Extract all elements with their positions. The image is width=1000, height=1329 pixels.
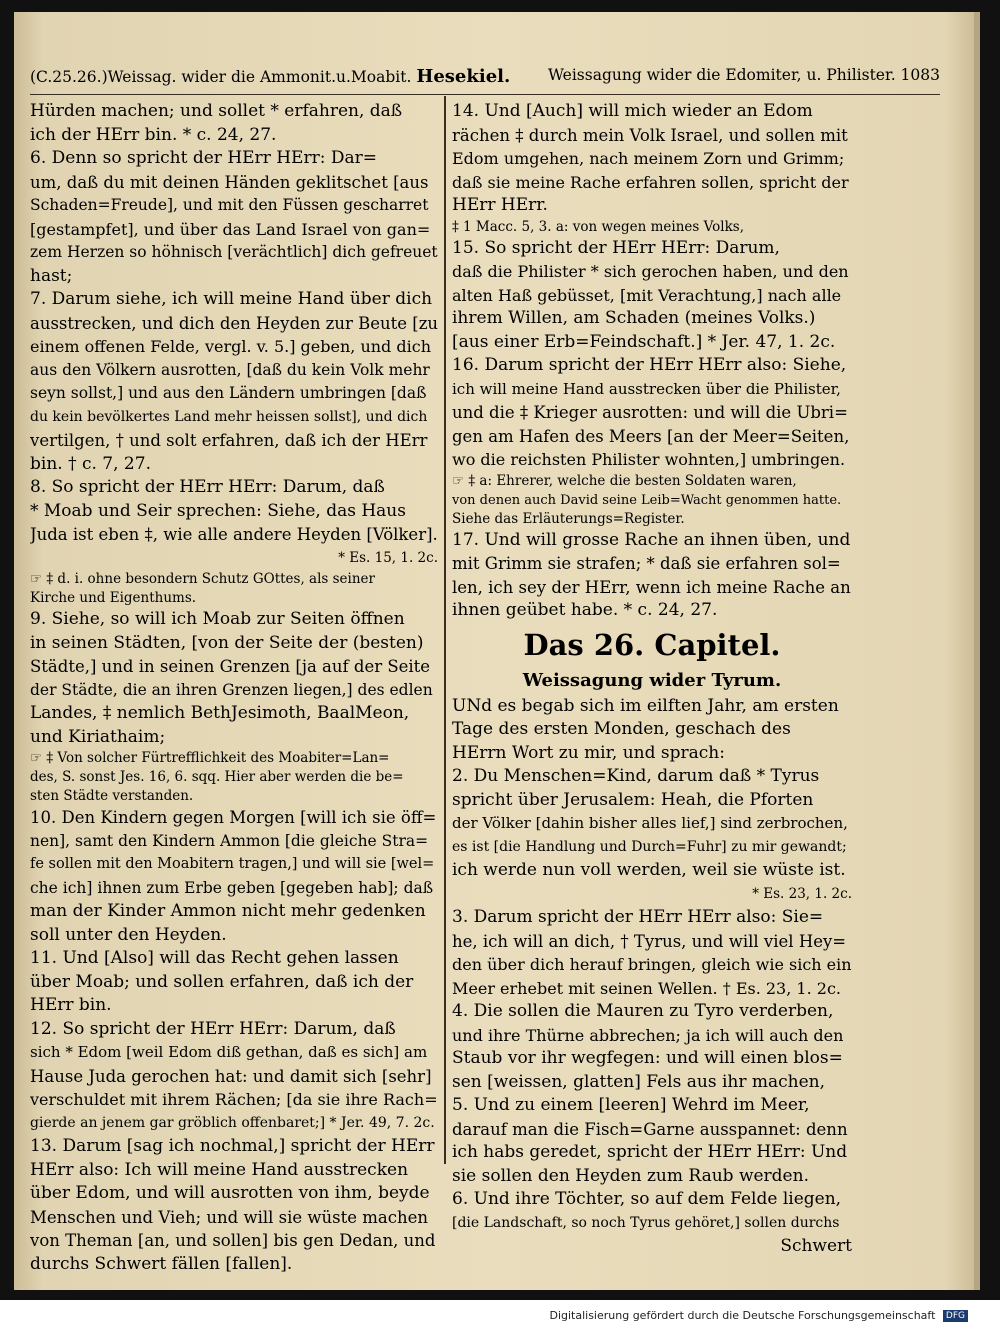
text-line: du kein bevölkertes Land mehr heissen sollst], und dich xyxy=(30,408,428,425)
text-line: che ich] ihnen zum Erbe geben [gegeben hab]; daß xyxy=(30,878,434,897)
text-line: nen], samt den Kindern Ammon [die gleiche Stra= xyxy=(30,831,429,850)
text-line: gen am Hafen des Meers [an der Meer=Seiten, xyxy=(452,426,850,446)
text-line: einem offenen Felde, vergl. v. 5.] geben, und dich xyxy=(30,337,431,356)
book-title: Hesekiel. xyxy=(416,66,511,87)
text-line: 7. Darum siehe, ich will meine Hand über dich xyxy=(30,289,433,309)
text-line: der Völker [dahin bisher alles lief,] sind zerbrochen, xyxy=(452,814,848,832)
text-line: 17. Und will grosse Rache an ihnen üben, und xyxy=(452,529,851,550)
text-line: ‡ 1 Macc. 5, 3. a: von wegen meines Volks, xyxy=(452,218,744,235)
text-line: den über dich herauf bringen, gleich wie sich ein xyxy=(452,955,852,974)
text-line: über Moab; und sollen erfahren, daß ich der xyxy=(30,971,414,992)
text-line: verschuldet mit ihrem Rächen; [da sie ihre Rach= xyxy=(30,1090,438,1109)
credit-text: Digitalisierung gefördert durch die Deutsche Forschungsgemeinschaft xyxy=(549,1309,936,1322)
text-line: UNd es begab sich im eilften Jahr, am ersten xyxy=(452,695,839,716)
text-line: ☞ ‡ d. i. ohne besondern Schutz GOttes, als seiner xyxy=(30,571,375,587)
text-line: 14. Und [Auch] will mich wieder an Edom xyxy=(452,101,813,121)
column-divider xyxy=(444,96,446,1164)
text-line: Das 26. Capitel. xyxy=(523,627,781,662)
text-line: soll unter den Heyden. xyxy=(30,924,227,945)
text-line: es ist [die Handlung und Durch=Fuhr] zu mir gewandt; xyxy=(452,838,847,855)
text-line: ich will meine Hand ausstrecken über die Philister, xyxy=(452,379,841,398)
text-line: 11. Und [Also] will das Recht gehen lassen xyxy=(30,948,399,968)
text-line: man der Kinder Ammon nicht mehr gedenken xyxy=(30,901,426,921)
text-line: 5. Und zu einem [leeren] Wehrd im Meer, xyxy=(452,1095,810,1115)
text-line: 15. So spricht der HErr HErr: Darum, xyxy=(452,237,780,258)
text-line: ihrem Willen, am Schaden (meines Volks.) xyxy=(452,308,816,328)
text-line: durchs Schwert fällen [fallen]. xyxy=(30,1253,293,1274)
text-line: 13. Darum [sag ich nochmal,] spricht der HErr xyxy=(30,1136,435,1156)
text-line: wo die reichsten Philister wohnten,] umbringen. xyxy=(452,450,846,469)
text-line: sen [weissen, glatten] Fels aus ihr machen, xyxy=(452,1071,826,1092)
text-line: 12. So spricht der HErr HErr: Darum, daß xyxy=(30,1018,396,1039)
running-head-left xyxy=(30,66,510,87)
dfg-logo: DFG xyxy=(943,1310,968,1322)
page-edge xyxy=(974,12,980,1290)
text-line: vertilgen, † und solt erfahren, daß ich der HErr xyxy=(30,431,428,450)
text-line: ☞ ‡ a: Ehrerer, welche die besten Soldaten waren, xyxy=(452,472,797,489)
text-line: ☞ ‡ Von solcher Fürtrefflichkeit des Moabiter=Lan= xyxy=(30,750,390,766)
text-line: ihnen geübet habe. * c. 24, 27. xyxy=(452,600,718,620)
text-line: des, S. sonst Jes. 16, 6. sqq. Hier aber werden die be= xyxy=(30,769,404,785)
text-line: sten Städte verstanden. xyxy=(30,788,194,804)
text-line: 8. So spricht der HErr HErr: Darum, daß xyxy=(30,477,385,497)
text-line: aus den Völkern ausrotten, [daß du kein Volk mehr xyxy=(30,360,430,379)
running-head-right: Weissagung wider die Edomiter, u. Philister. 1083 xyxy=(548,66,940,84)
text-line: spricht über Jerusalem: Heah, die Pforten xyxy=(452,789,814,810)
text-line: ausstrecken, und dich den Heyden zur Beute [zu xyxy=(30,313,438,333)
text-line: [aus einer Erb=Feindschaft.] * Jer. 47, 1. 2c. xyxy=(452,331,836,352)
running-head xyxy=(30,60,940,95)
text-line: daß die Philister * sich gerochen haben, und den xyxy=(452,262,849,281)
text-line: um, daß du mit deinen Händen geklitschet [aus xyxy=(30,172,429,192)
text-line: zem Herzen so höhnisch [verächtlich] dich gefreuet xyxy=(30,243,438,261)
text-line: len, ich sey der HErr, wenn ich meine Rache an xyxy=(452,577,851,597)
text-line: von Theman [an, und sollen] bis gen Dedan, und xyxy=(30,1231,436,1250)
digitization-credit xyxy=(549,1309,968,1322)
text-line: ich werde nun voll werden, weil sie wüste ist. xyxy=(452,860,846,880)
text-line: ich der HErr bin. * c. 24, 27. xyxy=(30,124,277,145)
text-line: ich habs geredet, spricht der HErr HErr: Und xyxy=(452,1142,848,1162)
text-line: fe sollen mit den Moabitern tragen,] und will sie [wel= xyxy=(30,856,435,872)
text-line: bin. † c. 7, 27. xyxy=(30,453,151,474)
text-line: mit Grimm sie strafen; * daß sie erfahren sol= xyxy=(452,554,841,573)
text-line: Edom umgehen, nach meinem Zorn und Grimm; xyxy=(452,149,845,168)
text-line: 6. Und ihre Töchter, so auf dem Felde liegen, xyxy=(452,1189,842,1209)
text-line: alten Haß gebüsset, [mit Verachtung,] nach alle xyxy=(452,285,842,305)
text-line: he, ich will an dich, † Tyrus, und will viel Hey= xyxy=(452,931,847,951)
text-line: Weissagung wider Tyrum. xyxy=(522,669,782,691)
text-line: darauf man die Fisch=Garne ausspannet: denn xyxy=(452,1119,848,1139)
text-line: Städte,] und in seinen Grenzen [ja auf der Seite xyxy=(30,657,431,676)
text-line: und die ‡ Krieger ausrotten: und will die Ubri= xyxy=(452,403,848,422)
text-line: gierde an jenem gar gröblich offenbaret;] * Jer. 49, 7. 2c. xyxy=(30,1114,435,1131)
running-head-left-text: (C.25.26.)Weissag. wider die Ammonit.u.Moabit. xyxy=(30,68,412,86)
text-line: * Es. 15, 1. 2c. xyxy=(338,549,438,566)
text-line: 9. Siehe, so will ich Moab zur Seiten öffnen xyxy=(30,609,405,629)
text-line: Landes, ‡ nemlich BethJesimoth, BaalMeon, xyxy=(30,703,410,723)
text-line: HErrn Wort zu mir, und sprach: xyxy=(452,742,725,763)
text-line: HErr also: Ich will meine Hand ausstrecken xyxy=(30,1159,409,1180)
text-line: 4. Die sollen die Mauren zu Tyro verderben, xyxy=(452,1001,834,1021)
text-line: Schwert xyxy=(780,1236,852,1256)
text-line: Hürden machen; und sollet * erfahren, daß xyxy=(30,101,403,121)
text-line: HErr bin. xyxy=(30,995,112,1015)
text-line: der Städte, die an ihren Grenzen liegen,] des edlen xyxy=(30,680,433,699)
text-line: Tage des ersten Monden, geschach des xyxy=(452,719,791,739)
text-line: über Edom, und will ausrotten von ihm, beyde xyxy=(30,1183,430,1203)
text-line: in seinen Städten, [von der Seite der (besten) xyxy=(30,632,424,653)
text-line: Juda ist eben ‡, wie alle andere Heyden [Völker]. xyxy=(30,525,438,544)
text-line: Siehe das Erläuterungs=Register. xyxy=(452,510,685,527)
text-line: sich * Edom [weil Edom diß gethan, daß es sich] am xyxy=(30,1043,428,1061)
text-line: HErr HErr. xyxy=(452,195,548,215)
text-line: Meer erhebet mit seinen Wellen. † Es. 23, 1. 2c. xyxy=(452,978,841,998)
text-line: hast; xyxy=(30,265,73,286)
text-line: daß sie meine Rache erfahren sollen, spricht der xyxy=(452,172,849,192)
text-line: Hause Juda gerochen hat: und damit sich [sehr] xyxy=(30,1066,432,1086)
text-line: Menschen und Vieh; und will sie wüste machen xyxy=(30,1207,429,1227)
text-line: sie sollen den Heyden zum Raub werden. xyxy=(452,1165,809,1186)
text-line: seyn sollst,] und aus den Ländern umbringen [daß xyxy=(30,384,427,402)
text-line: rächen ‡ durch mein Volk Israel, und sollen mit xyxy=(452,125,848,145)
text-line: * Moab und Seir sprechen: Siehe, das Haus xyxy=(30,500,406,521)
text-line: Staub vor ihr wegfegen: und will einen blos= xyxy=(452,1048,843,1068)
left-column xyxy=(30,100,438,1276)
text-line: [die Landschaft, so noch Tyrus gehöret,] sollen durchs xyxy=(452,1214,840,1231)
text-line: von denen auch David seine Leib=Wacht genommen hatte. xyxy=(452,492,842,508)
text-line: und ihre Thürne abbrechen; ja ich will auch den xyxy=(452,1025,844,1045)
text-line: Schaden=Freude], und mit den Füssen gescharret xyxy=(30,196,429,214)
right-column xyxy=(452,100,852,1259)
text-line: 2. Du Menschen=Kind, darum daß * Tyrus xyxy=(452,766,820,786)
text-line: 6. Denn so spricht der HErr HErr: Dar= xyxy=(30,148,377,168)
text-line: Kirche und Eigenthums. xyxy=(30,590,197,606)
text-line: [gestampfet], und über das Land Israel von gan= xyxy=(30,219,431,239)
text-line: und Kiriathaim; xyxy=(30,726,166,747)
text-line: 3. Darum spricht der HErr HErr also: Sie= xyxy=(452,907,824,927)
text-line: * Es. 23, 1. 2c. xyxy=(752,885,852,902)
text-line: 10. Den Kindern gegen Morgen [will ich sie öff= xyxy=(30,808,437,827)
text-line: 16. Darum spricht der HErr HErr also: Siehe, xyxy=(452,355,847,375)
